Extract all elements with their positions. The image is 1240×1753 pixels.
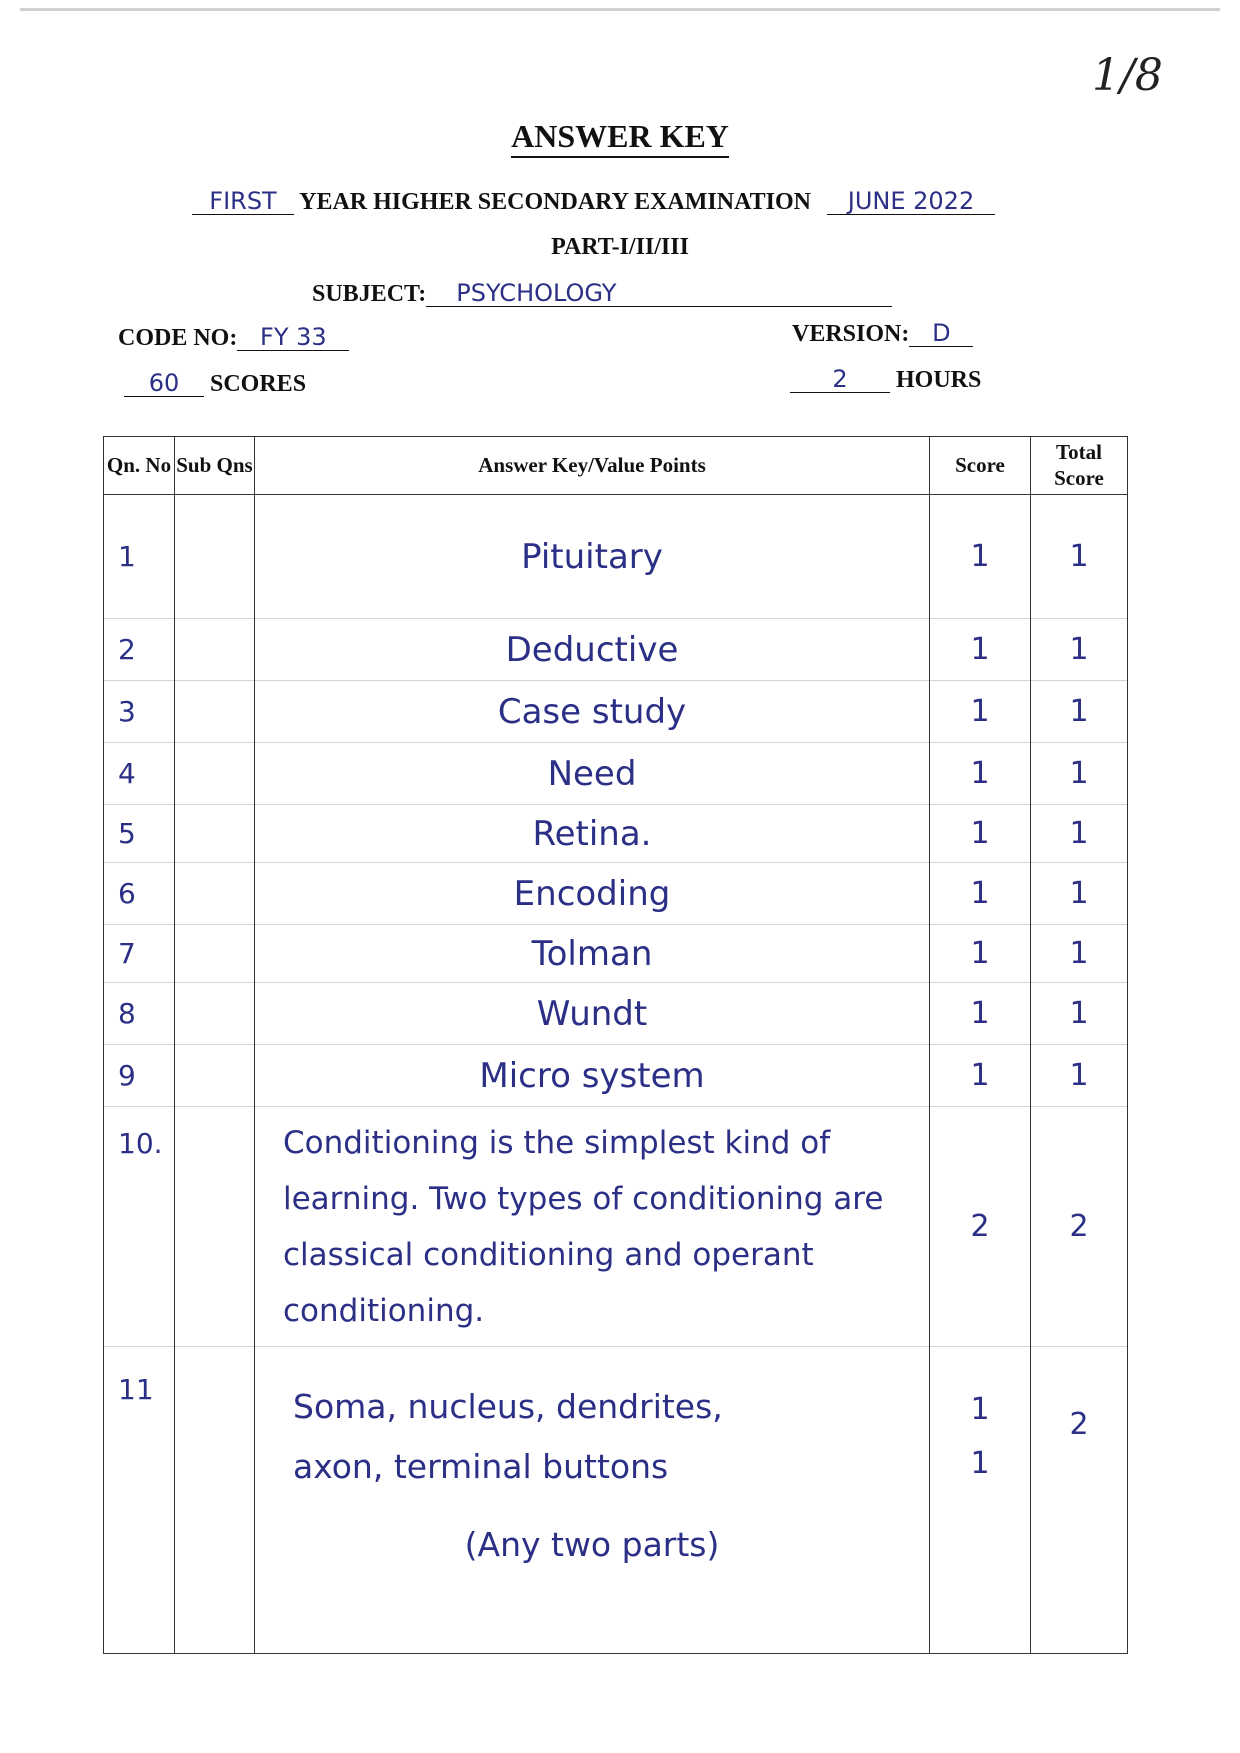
table-row bbox=[104, 1347, 1128, 1654]
table-row bbox=[104, 619, 1128, 681]
subject-field: PSYCHOLOGY bbox=[426, 280, 892, 307]
table-row bbox=[104, 1107, 1128, 1347]
row-answer: Wundt bbox=[255, 983, 930, 1045]
row-answer: Retina. bbox=[255, 805, 930, 863]
answer-key-table bbox=[103, 436, 1128, 1654]
row-score: 1 bbox=[930, 863, 1031, 925]
hours-line bbox=[790, 366, 981, 394]
table-row bbox=[104, 495, 1128, 619]
answer-line-2: axon, terminal buttons bbox=[293, 1447, 669, 1486]
row-sub bbox=[175, 681, 255, 743]
row-answer: Case study bbox=[255, 681, 930, 743]
row-total: 2 bbox=[1031, 1107, 1128, 1347]
row-score: 1 bbox=[930, 925, 1031, 983]
row-score: 1 bbox=[930, 619, 1031, 681]
row-total: 1 bbox=[1031, 925, 1128, 983]
row-score: 1 bbox=[930, 1045, 1031, 1107]
row-sub bbox=[175, 743, 255, 805]
header-qn: Qn. No bbox=[104, 437, 175, 495]
row-total: 2 bbox=[1031, 1347, 1128, 1654]
session-field: JUNE 2022 bbox=[827, 188, 995, 215]
row-sub bbox=[175, 495, 255, 619]
row-answer: Encoding bbox=[255, 863, 930, 925]
row-answer: Micro system bbox=[255, 1045, 930, 1107]
exam-line bbox=[192, 188, 995, 216]
row-qn: 10. bbox=[104, 1107, 175, 1347]
row-total: 1 bbox=[1031, 743, 1128, 805]
row-answer: Need bbox=[255, 743, 930, 805]
header-total: Total Score bbox=[1031, 437, 1128, 495]
table-row bbox=[104, 983, 1128, 1045]
row-sub bbox=[175, 925, 255, 983]
row-answer bbox=[255, 1347, 930, 1654]
row-score: 1 bbox=[930, 983, 1031, 1045]
row-score: 1 bbox=[930, 743, 1031, 805]
scan-top-edge bbox=[20, 8, 1220, 11]
version-line bbox=[792, 320, 973, 348]
answer-note: (Any two parts) bbox=[464, 1525, 720, 1564]
table-row bbox=[104, 743, 1128, 805]
row-score-1: 1 bbox=[970, 1392, 990, 1427]
table-header-row bbox=[104, 437, 1128, 495]
row-sub bbox=[175, 1107, 255, 1347]
version-field: D bbox=[909, 320, 973, 347]
row-score: 1 bbox=[930, 495, 1031, 619]
scores-label: SCORES bbox=[210, 371, 307, 397]
row-answer: Deductive bbox=[255, 619, 930, 681]
table-row bbox=[104, 805, 1128, 863]
code-line bbox=[118, 324, 349, 352]
row-sub bbox=[175, 1347, 255, 1654]
row-score: 1 bbox=[930, 681, 1031, 743]
exam-text: YEAR HIGHER SECONDARY EXAMINATION bbox=[299, 189, 811, 215]
row-qn: 8 bbox=[104, 983, 175, 1045]
row-total: 1 bbox=[1031, 495, 1128, 619]
row-qn: 11 bbox=[104, 1347, 175, 1654]
answer-line-1: Soma, nucleus, dendrites, bbox=[293, 1387, 723, 1426]
row-qn: 9 bbox=[104, 1045, 175, 1107]
code-label: CODE NO: bbox=[118, 325, 238, 351]
row-qn: 3 bbox=[104, 681, 175, 743]
table-row bbox=[104, 1045, 1128, 1107]
hours-field: 2 bbox=[790, 366, 890, 393]
row-total: 1 bbox=[1031, 983, 1128, 1045]
row-total: 1 bbox=[1031, 805, 1128, 863]
header-answer: Answer Key/Value Points bbox=[255, 437, 930, 495]
row-score bbox=[930, 1347, 1031, 1654]
row-sub bbox=[175, 983, 255, 1045]
header-score: Score bbox=[930, 437, 1031, 495]
row-qn: 4 bbox=[104, 743, 175, 805]
row-total: 1 bbox=[1031, 619, 1128, 681]
table-row bbox=[104, 925, 1128, 983]
row-sub bbox=[175, 863, 255, 925]
page-title-text: ANSWER KEY bbox=[511, 118, 729, 158]
header-sub: Sub Qns bbox=[175, 437, 255, 495]
row-score: 2 bbox=[930, 1107, 1031, 1347]
row-total: 1 bbox=[1031, 863, 1128, 925]
row-score-2: 1 bbox=[970, 1446, 990, 1481]
row-sub bbox=[175, 619, 255, 681]
row-answer: Tolman bbox=[255, 925, 930, 983]
row-qn: 7 bbox=[104, 925, 175, 983]
hours-label: HOURS bbox=[896, 367, 982, 393]
row-total: 1 bbox=[1031, 1045, 1128, 1107]
row-sub bbox=[175, 805, 255, 863]
scores-field: 60 bbox=[124, 370, 204, 397]
row-score: 1 bbox=[930, 805, 1031, 863]
page-title bbox=[0, 118, 1240, 155]
row-answer: Conditioning is the simplest kind of learning. Two types of conditioning are classical conditioning and operant conditioning. bbox=[255, 1107, 930, 1347]
row-qn: 2 bbox=[104, 619, 175, 681]
row-total: 1 bbox=[1031, 681, 1128, 743]
row-answer: Pituitary bbox=[255, 495, 930, 619]
row-qn: 5 bbox=[104, 805, 175, 863]
row-sub bbox=[175, 1045, 255, 1107]
page-number: 1/8 bbox=[1092, 50, 1163, 101]
code-field: FY 33 bbox=[237, 324, 349, 351]
row-qn: 1 bbox=[104, 495, 175, 619]
subject-label: SUBJECT: bbox=[312, 281, 427, 307]
row-qn: 6 bbox=[104, 863, 175, 925]
year-field: FIRST bbox=[192, 188, 294, 215]
version-label: VERSION: bbox=[792, 321, 910, 347]
subject-line bbox=[312, 280, 892, 308]
table-row bbox=[104, 681, 1128, 743]
part-line: PART-I/II/III bbox=[551, 234, 689, 260]
scores-line bbox=[124, 370, 306, 398]
table-row bbox=[104, 863, 1128, 925]
